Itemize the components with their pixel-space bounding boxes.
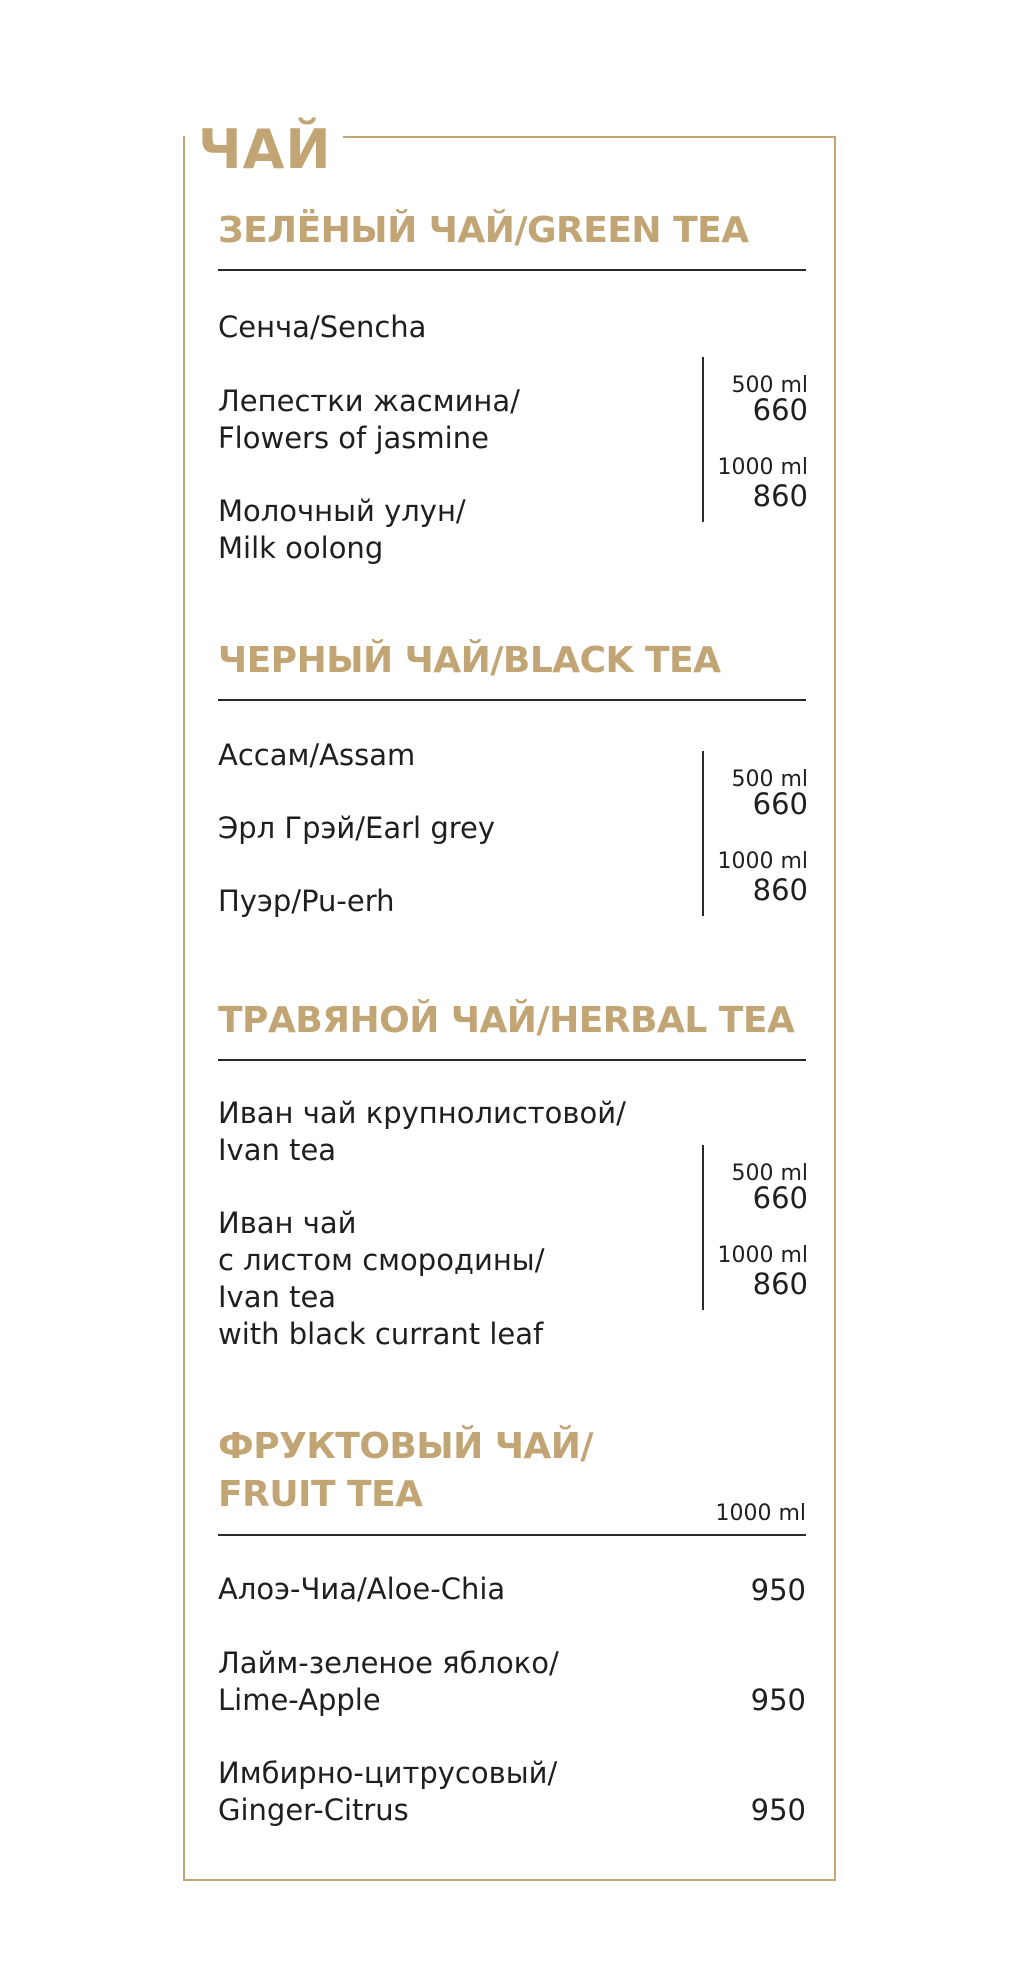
section-title: ЗЕЛЁНЫЙ ЧАЙ/GREEN TEA bbox=[218, 210, 749, 251]
price-value: 860 bbox=[752, 873, 808, 907]
price-value: 660 bbox=[752, 1181, 808, 1215]
menu-item: Лепестки жасмина/ Flowers of jasmine bbox=[218, 384, 520, 455]
volume-label: 1000 ml bbox=[715, 1501, 806, 1526]
menu-item: Ассам/Assam bbox=[218, 738, 416, 772]
section-green-tea bbox=[218, 207, 808, 565]
price-block bbox=[702, 751, 808, 916]
menu-title: ЧАЙ bbox=[198, 118, 332, 181]
volume-label: 1000 ml bbox=[717, 455, 808, 480]
section-title: ФРУКТОВЫЙ ЧАЙ/ FRUIT TEA bbox=[218, 1426, 594, 1515]
menu-item: Иван чай крупнолистовой/ Ivan tea bbox=[218, 1096, 626, 1167]
volume-label: 500 ml bbox=[731, 1161, 808, 1186]
menu-item: Алоэ-Чиа/Aloe-Chia bbox=[218, 1572, 506, 1606]
section-black-tea bbox=[218, 637, 808, 918]
section-herbal-tea bbox=[218, 997, 808, 1351]
section-divider bbox=[218, 269, 806, 271]
menu-item: Имбирно-цитрусовый/ Ginger-Citrus bbox=[218, 1756, 558, 1827]
section-title: ТРАВЯНОЙ ЧАЙ/HERBAL TEA bbox=[218, 1000, 795, 1041]
price-value: 950 bbox=[750, 1683, 806, 1717]
menu-item: Лайм-зеленое яблоко/ Lime-Apple bbox=[218, 1646, 559, 1717]
menu-item: Молочный улун/ Milk oolong bbox=[218, 494, 466, 565]
section-divider bbox=[218, 699, 806, 701]
price-value: 660 bbox=[752, 393, 808, 427]
price-value: 950 bbox=[750, 1573, 806, 1607]
price-value: 660 bbox=[752, 787, 808, 821]
menu-item: Сенча/Sencha bbox=[218, 310, 427, 344]
section-divider bbox=[218, 1534, 806, 1536]
section-title: ЧЕРНЫЙ ЧАЙ/BLACK TEA bbox=[218, 640, 721, 681]
price-block bbox=[702, 357, 808, 522]
volume-label: 500 ml bbox=[731, 767, 808, 792]
volume-label: 500 ml bbox=[731, 373, 808, 398]
menu-item: Пуэр/Pu-erh bbox=[218, 884, 395, 918]
price-value: 860 bbox=[752, 479, 808, 513]
volume-label: 1000 ml bbox=[717, 1243, 808, 1268]
section-divider bbox=[218, 1059, 806, 1061]
price-value: 860 bbox=[752, 1267, 808, 1301]
price-block bbox=[702, 1145, 808, 1310]
volume-label: 1000 ml bbox=[717, 849, 808, 874]
section-fruit-tea bbox=[218, 1423, 806, 1827]
menu-item: Эрл Грэй/Earl grey bbox=[218, 811, 496, 845]
menu-item: Иван чай с листом смородины/ Ivan tea with black currant leaf bbox=[218, 1206, 545, 1351]
price-value: 950 bbox=[750, 1793, 806, 1827]
